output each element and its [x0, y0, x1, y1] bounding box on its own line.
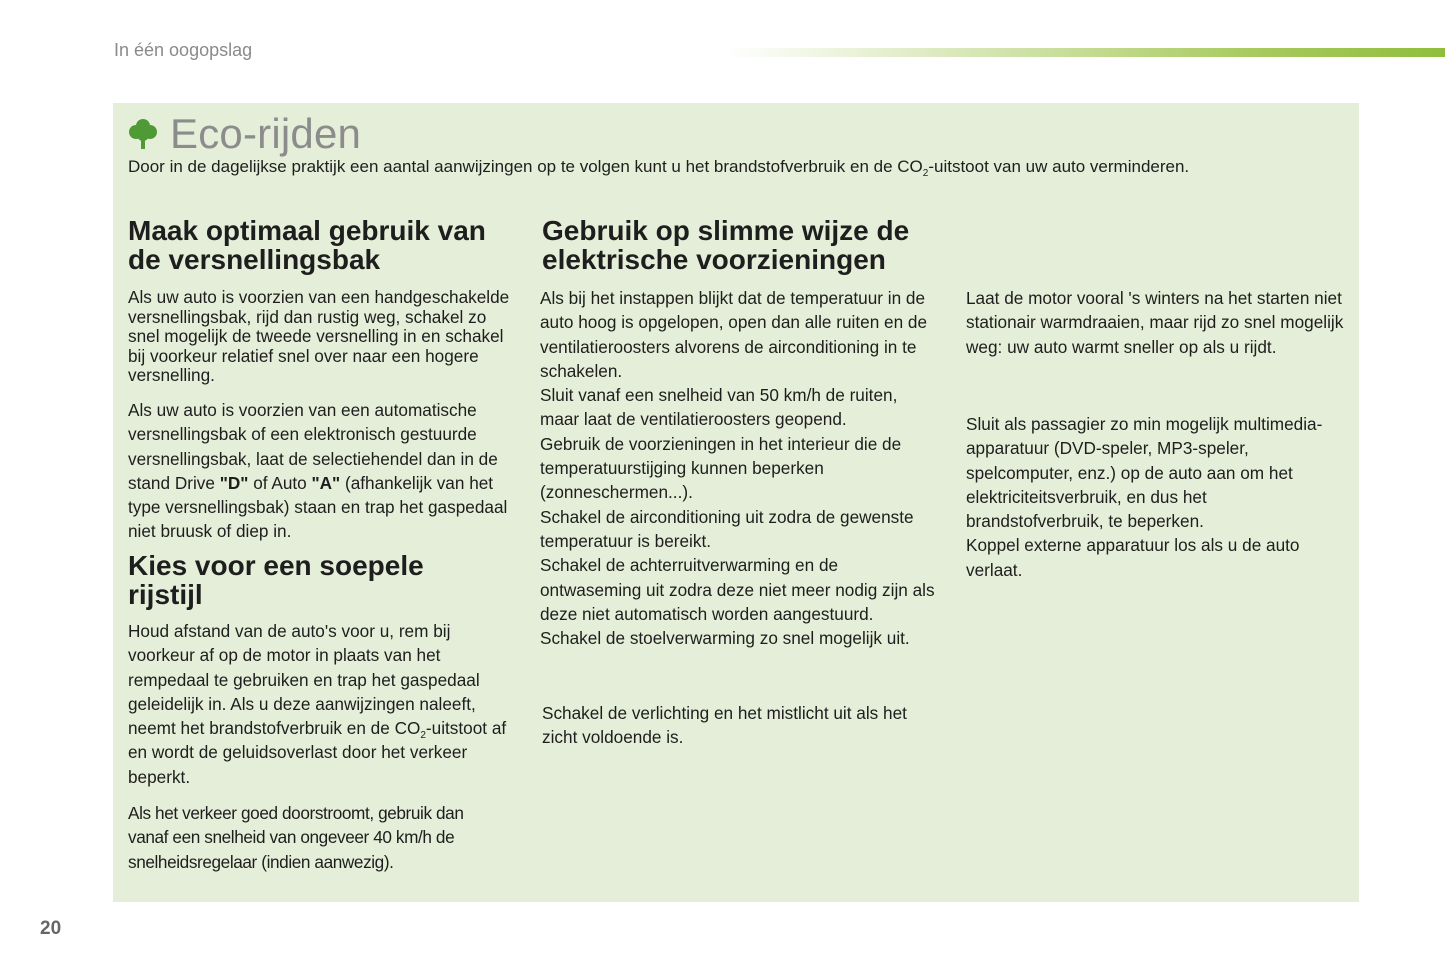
section-label: In één oogopslag	[114, 40, 253, 60]
paragraph-manual-gearbox: Als uw auto is voorzien van een handgeschakelde versnellingsbak, rijd dan rustig weg, schakel zo snel mogelijk de tweede versnelling in en schakel bij voorkeur relatief snel over naar een hogere versnelling.	[128, 287, 510, 385]
paragraph-windows: Sluit vanaf een snelheid van 50 km/h de ruiten, maar laat de ventilatieroosters geopend.	[540, 385, 898, 430]
paragraph-electrical-group	[540, 286, 940, 650]
paragraph-seat-heating: Schakel de stoelverwarming zo snel mogelijk uit.	[540, 628, 910, 649]
title-row	[128, 111, 361, 157]
page-title: Eco-rijden	[170, 110, 362, 157]
tree-icon	[128, 118, 158, 150]
paragraph-airco: Schakel de airconditioning uit zodra de gewenste temperatuur is bereikt.	[540, 506, 914, 551]
header-accent-bar	[725, 48, 1445, 57]
page-number: 20	[40, 918, 62, 939]
paragraph-driving-style: Houd afstand van de auto's voor u, rem bij voorkeur af op de motor in plaats van het rempedaal te gebruiken en trap het gaspedaal geleidelijk in. Als u deze aanwijzingen naleeft, neemt het brandstofverbruik en de $CO_2$-uitstoot af en wordt de geluidsoverlast door het verkeer beperkt.	[128, 621, 507, 787]
paragraph-external-devices: Koppel externe apparatuur los als u de auto verlaat.	[966, 535, 1300, 580]
paragraph-defrost: Schakel de achterruitverwarming en de ontwaseming uit zodra deze niet meer nodig zijn als deze niet automatisch worden aangestuurd.	[540, 555, 935, 624]
paragraph-cruise-control: Als het verkeer goed doorstroomt, gebruik dan vanaf een snelheid van ongeveer 40 km/h de snelheidsregelaar (indien aanwezig).	[128, 803, 464, 872]
paragraph-lighting: Schakel de verlichting en het mistlicht uit als het zicht voldoende is.	[542, 703, 907, 748]
paragraph-multimedia-group	[966, 412, 1346, 582]
heading-electrical: Gebruik op slimme wijze de elektrische voorzieningen	[542, 215, 910, 275]
intro-text: Door in de dagelijkse praktijk een aantal aanwijzingen op te volgen kunt u het brandstofverbruik en de $CO_2$-uitstoot van uw auto verminderen.	[128, 157, 1190, 179]
paragraph-warm-up: Laat de motor vooral 's winters na het starten niet stationair warmdraaien, maar rijd zo snel mogelijk weg: uw auto warmt sneller op als u rijdt.	[966, 288, 1344, 357]
paragraph-automatic-gearbox: Als uw auto is voorzien van een automatische versnellingsbak of een elektronisch gestuurde versnellingsbak, laat de selectiehendel dan in de stand Drive "D" of Auto "A" (afhankelijk van het type versnellingsbak) staan en trap het gaspedaal niet bruusk of diep in.	[128, 400, 508, 542]
heading-driving-style: Kies voor een soepele rijstijl	[128, 550, 424, 610]
paragraph-ventilation: Als bij het instappen blijkt dat de temperatuur in de auto hoog is opgelopen, open dan alle ruiten en de ventilatieroosters alvorens de airconditioning in te schakelen.	[540, 288, 928, 381]
paragraph-interior: Gebruik de voorzieningen in het interieur die de temperatuurstijging kunnen beperken (zonneschermen...).	[540, 433, 902, 503]
paragraph-multimedia: Sluit als passagier zo min mogelijk multimedia-apparatuur (DVD-speler, MP3-speler, spelcomputer, enz.) op de auto aan om het elektriciteitsverbruik, en dus het brandstofverbruik, te beperken.	[966, 414, 1323, 532]
heading-gearbox: Maak optimaal gebruik van de versnellingsbak	[128, 215, 486, 275]
